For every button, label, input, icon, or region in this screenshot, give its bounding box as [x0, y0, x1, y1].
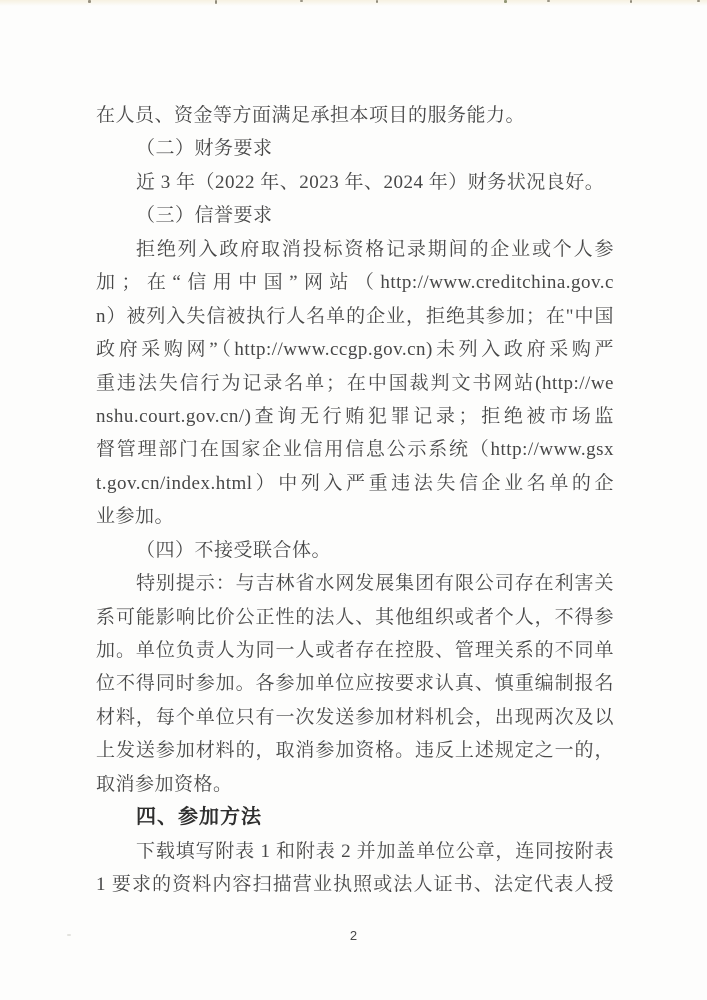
- scan-edge-artifact: [0, 0, 707, 6]
- text-line: 上发送参加材料的，取消参加资格。违反上述规定之一的，: [96, 740, 614, 762]
- text-line: 近 3 年（2022 年、2023 年、2024 年）财务状况良好。: [136, 171, 605, 193]
- text-line: 政府采购网”（http://www.ccgp.gov.cn)未列入政府采购严: [96, 339, 614, 361]
- text-line: 业参加。: [96, 506, 175, 528]
- text-line: n）被列入失信被执行人名单的企业，拒绝其参加；在"中国: [96, 305, 614, 327]
- text-line: 在人员、资金等方面满足承担本项目的服务能力。: [96, 105, 526, 126]
- scan-speck: [215, 0, 217, 4]
- document-body: [96, 99, 614, 902]
- text-line: 加。单位负责人为同一人或者存在控股、管理关系的不同单: [96, 640, 614, 661]
- scan-speck: [88, 0, 91, 3]
- scan-speck: [376, 0, 378, 3]
- scan-speck: [630, 0, 632, 3]
- text-line: t.gov.cn/index.html）中列入严重违法失信企业名单的企: [96, 472, 614, 494]
- text-line: 督管理部门在国家企业信用信息公示系统（http://www.gsx: [96, 439, 614, 461]
- text-line: nshu.court.gov.cn/)查询无行贿犯罪记录；拒绝被市场监: [96, 405, 614, 427]
- text-line: 位不得同时参加。各参加单位应按要求认真、慎重编制报名: [96, 673, 614, 695]
- text-line: 加；在“信用中国”网站（http://www.creditchina.gov.c: [96, 272, 614, 294]
- scan-speck: [697, 0, 700, 2]
- section-heading: 四、参加方法: [136, 806, 262, 829]
- text-line: （二）财务要求: [136, 138, 273, 160]
- page-number: 2: [349, 928, 358, 943]
- text-line: 系可能影响比价公正性的法人、其他组织或者个人，不得参: [96, 606, 614, 628]
- text-line: 材料，每个单位只有一次发送参加材料机会，出现两次及以: [96, 706, 614, 728]
- scan-speck: [504, 0, 507, 3]
- text-line: 拒绝列入政府取消投标资格记录期间的企业或个人参: [136, 238, 614, 260]
- text-line: 重违法失信行为记录名单；在中国裁判文书网站(http://we: [96, 372, 614, 394]
- text-line: 取消参加资格。: [96, 773, 233, 795]
- text-line: 特别提示：与吉林省水网发展集团有限公司存在利害关: [136, 573, 614, 595]
- text-line: （四）不接受联合体。: [136, 539, 332, 561]
- text-line: 下载填写附表 1 和附表 2 并加盖单位公章，连同按附表: [136, 840, 614, 862]
- text-line: 1 要求的资料内容扫描营业执照或法人证书、法定代表人授: [96, 874, 614, 896]
- scan-speck: [300, 0, 303, 2]
- scan-speck: [547, 0, 550, 2]
- text-line: （三）信誉要求: [136, 205, 273, 227]
